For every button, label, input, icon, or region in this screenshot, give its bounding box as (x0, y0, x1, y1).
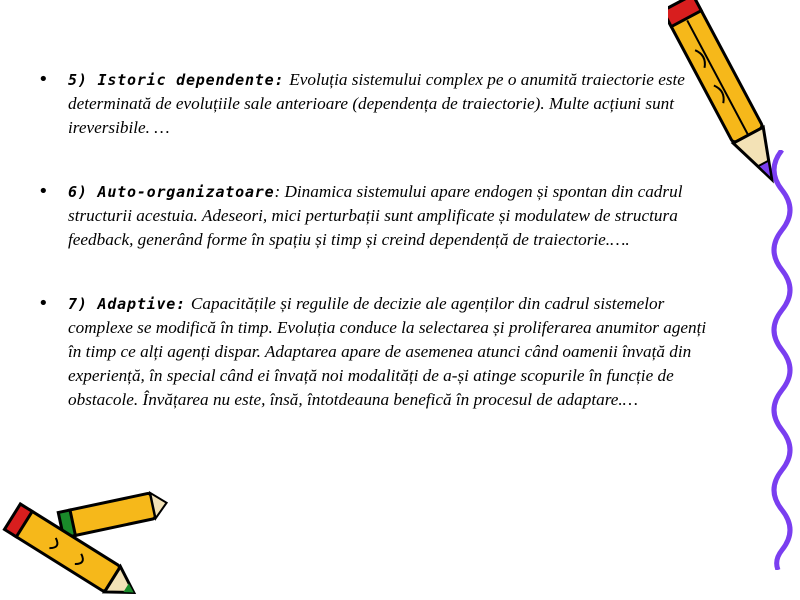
bullet-item-5 (38, 68, 718, 140)
pencils-bottom-left-icon (0, 480, 170, 595)
bullet-item-6 (38, 180, 718, 252)
bullet-text: Capacitățile și regulile de decizie ale agenților din cadrul sistemelor complexe se modifică în timp. Evoluția conduce la selectarea și proliferarea anumitor agenți în timp ce alți agenți dispar. Adaptarea apare de asemenea atunci când oamenii învață din experiență, în special când ei învață noi modalități de a-și atinge scopurile în funcție de obstacole. Învățarea nu este, însă, întotdeauna benefică în procesul de adaptare.… (68, 294, 707, 409)
bullet-dot: • (38, 181, 49, 202)
bullet-heading: 6) Auto-organizatoare (68, 183, 275, 201)
pencil-top-right-icon (668, 0, 788, 195)
bullet-list (38, 68, 718, 412)
bullet-text: Evoluția sistemului complex pe o anumită traiectorie este determinată de evoluțiile sale anterioare (dependența de traiectorie). Multe acțiuni sunt ireversibile. … (68, 70, 685, 137)
bullet-dot: • (38, 293, 49, 314)
bullet-item-7 (38, 292, 718, 412)
wavy-border (760, 150, 800, 570)
bullet-heading: 5) Istoric dependente: (68, 71, 285, 89)
bullet-heading: 7) Adaptive: (68, 295, 186, 313)
bullet-dot: • (38, 69, 49, 90)
bullet-text: : Dinamica sistemului apare endogen și spontan din cadrul structurii acestuia. Adeseori, mici perturbații sunt amplificate și modulatew de structura feedback, generând forme în spațiu și timp și creind dependență de traiectorie.…. (68, 182, 683, 249)
